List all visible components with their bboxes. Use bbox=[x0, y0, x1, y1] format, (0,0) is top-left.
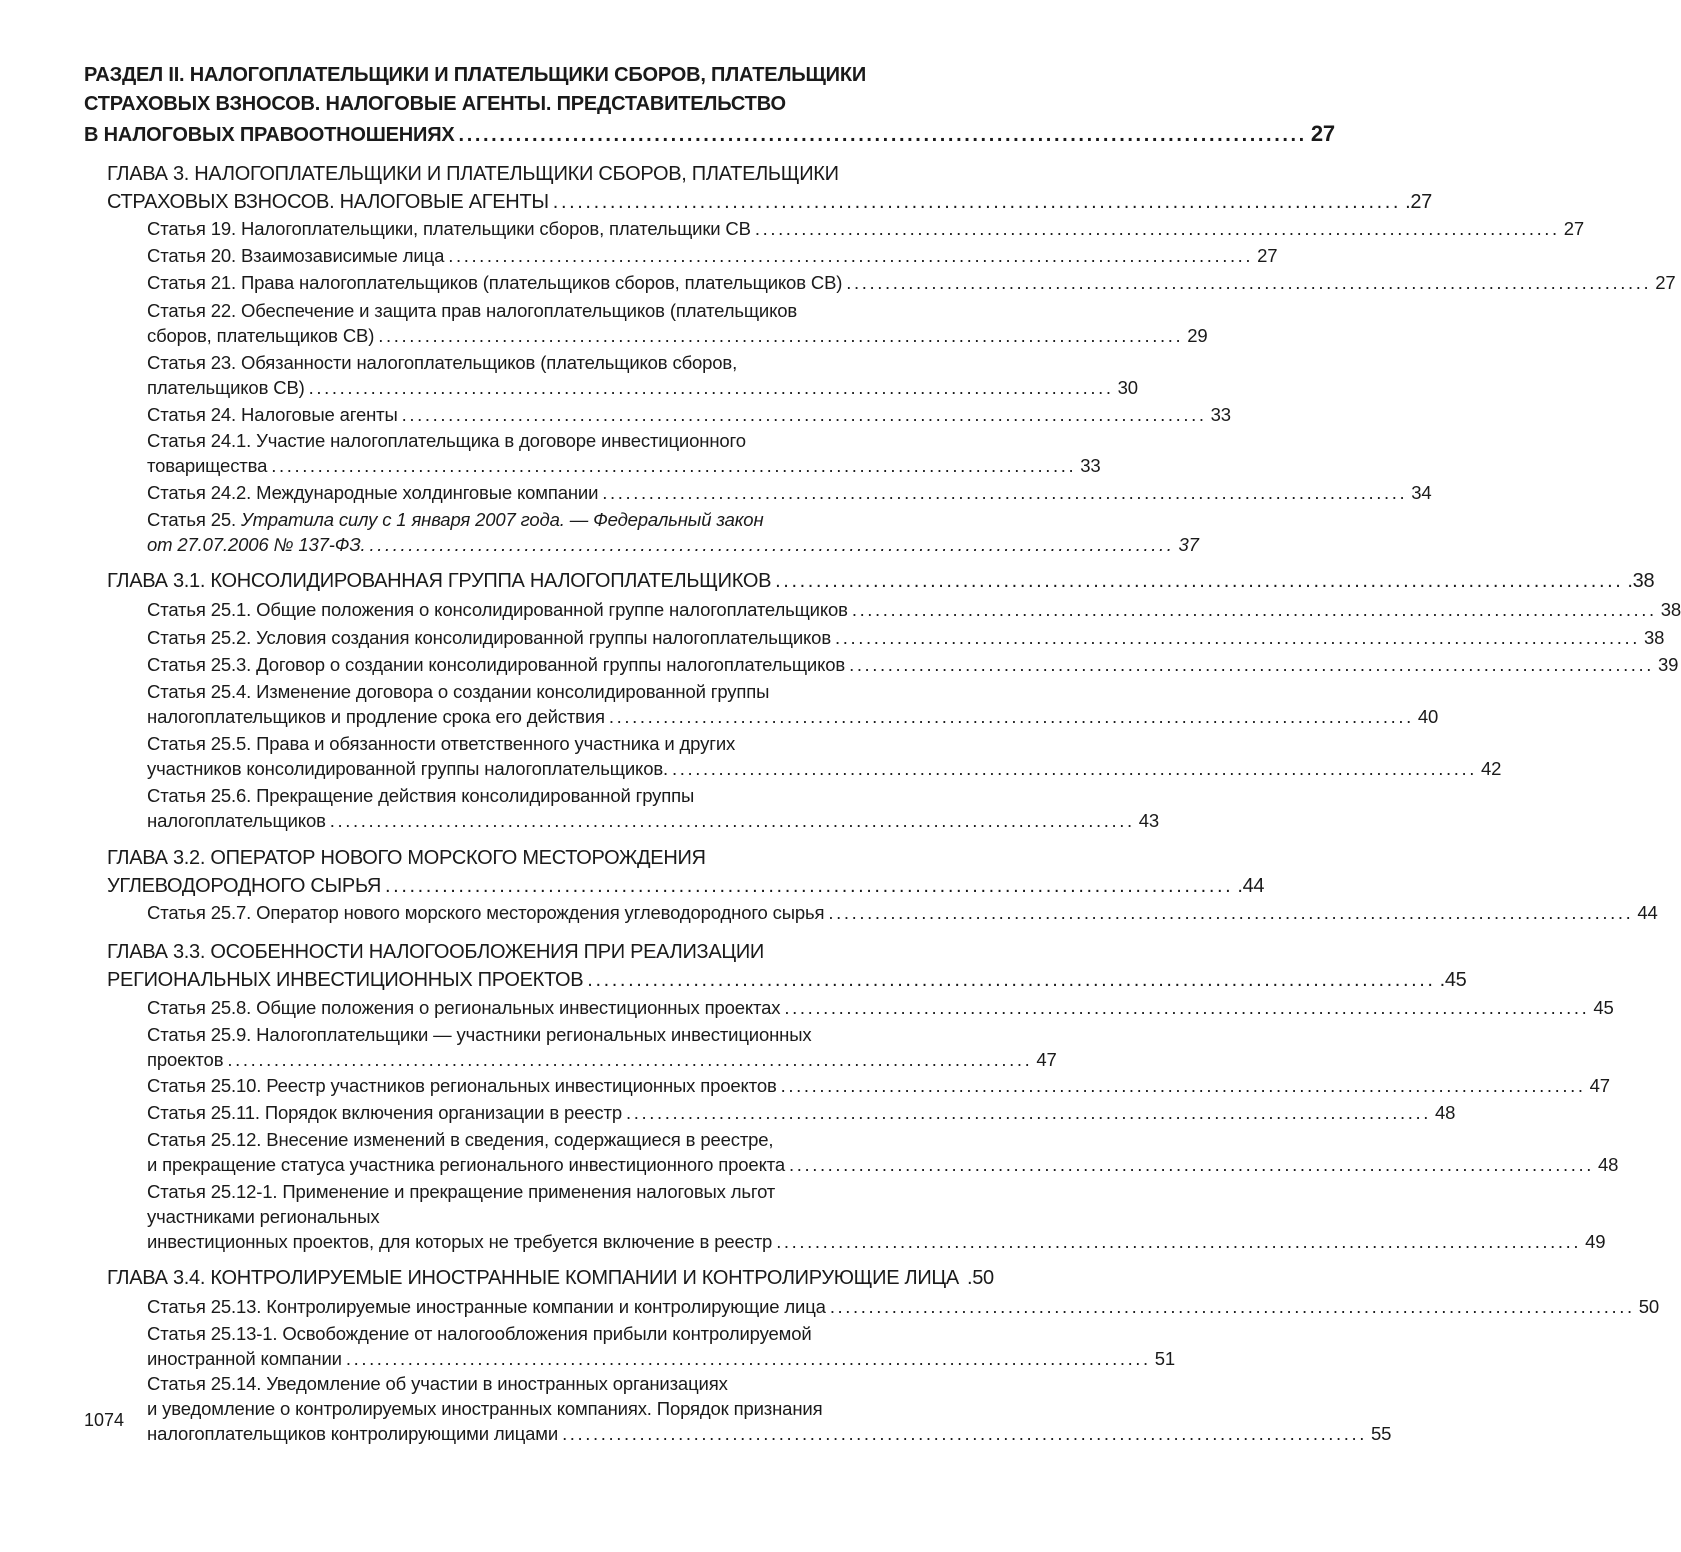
dot-leader: ........................................................................................................ bbox=[271, 455, 1077, 476]
dot-leader: ........................................................................................................ bbox=[385, 875, 1234, 897]
toc-page-number: 27 bbox=[1257, 245, 1278, 266]
dot-leader: ........................................................................................................ bbox=[458, 124, 1307, 146]
toc-page-number: 49 bbox=[1585, 1231, 1606, 1252]
dot-leader: ........................................................................................................ bbox=[828, 902, 1634, 923]
toc-entry-title: Статья 19. Налогоплательщики, плательщики сборов, плательщики СВ bbox=[147, 218, 751, 239]
toc-line: Статья 25.5. Права и обязанности ответственного участника и других bbox=[147, 733, 736, 754]
toc-page-number: 34 bbox=[1411, 482, 1432, 503]
toc-article-25-10 bbox=[147, 1073, 1610, 1098]
toc-entry-title: инвестиционных проектов, для которых не требуется включение в реестр bbox=[147, 1231, 773, 1252]
toc-article-25-6 bbox=[147, 783, 1160, 833]
toc-entry-title: РЕГИОНАЛЬНЫХ ИНВЕСТИЦИОННЫХ ПРОЕКТОВ bbox=[107, 969, 584, 991]
toc-article-19 bbox=[147, 216, 1585, 241]
toc-page-number: 47 bbox=[1036, 1049, 1057, 1070]
toc-page-number: 50 bbox=[1638, 1296, 1660, 1317]
toc-entry-title: УГЛЕВОДОРОДНОГО СЫРЬЯ bbox=[107, 875, 382, 897]
toc-page-number: 39 bbox=[1658, 654, 1679, 675]
toc-line: Статья 25.12. Внесение изменений в сведения, содержащиеся в реестре, bbox=[147, 1129, 774, 1150]
toc-entry-title: Статья 25.8. Общие положения о региональных инвестиционных проектах bbox=[147, 997, 781, 1018]
toc-page-number: 42 bbox=[1480, 758, 1502, 779]
toc-entry-title: Статья 25.1. Общие положения о консолидированной группе налогоплательщиков bbox=[147, 599, 848, 620]
toc-line: Статья 23. Обязанности налогоплательщиков (плательщиков сборов, bbox=[147, 352, 738, 373]
toc-article-25-2 bbox=[147, 625, 1665, 650]
toc-article-20 bbox=[147, 243, 1278, 268]
toc-line: ГЛАВА 3. НАЛОГОПЛАТЕЛЬЩИКИ И ПЛАТЕЛЬЩИКИ СБОРОВ, ПЛАТЕЛЬЩИКИ bbox=[107, 163, 839, 185]
dot-leader: ........................................................................................................ bbox=[562, 1423, 1368, 1444]
dot-leader: ........................................................................................................ bbox=[608, 706, 1414, 727]
toc-entry-title-italic: Утратила силу с 1 января 2007 года. — Федеральный закон bbox=[241, 509, 764, 530]
toc-line: Статья 25.4. Изменение договора о создании консолидированной группы bbox=[147, 681, 770, 702]
toc-article-24-1 bbox=[147, 428, 1101, 478]
toc-entry-title: ГЛАВА 3.1. КОНСОЛИДИРОВАННАЯ ГРУППА НАЛОГОПЛАТЕЛЬЩИКОВ bbox=[107, 570, 772, 592]
toc-entry-title: Статья 25.10. Реестр участников региональных инвестиционных проектов bbox=[147, 1075, 777, 1096]
toc-line: РАЗДЕЛ II. НАЛОГОПЛАТЕЛЬЩИКИ И ПЛАТЕЛЬЩИКИ СБОРОВ, ПЛАТЕЛЬЩИКИ bbox=[84, 64, 866, 86]
toc-page-number: .45 bbox=[1439, 969, 1467, 991]
toc-article-24 bbox=[147, 402, 1231, 427]
toc-line: Статья 25.14. Уведомление об участии в иностранных организациях bbox=[147, 1373, 728, 1394]
toc-chapter-3-2 bbox=[107, 844, 1265, 900]
dot-leader: ........................................................................................................ bbox=[602, 482, 1408, 503]
toc-entry-title: налогоплательщиков bbox=[147, 810, 326, 831]
toc-article-25-3 bbox=[147, 652, 1679, 677]
toc-line: участниками региональных bbox=[147, 1206, 380, 1227]
toc-article-25-13 bbox=[147, 1294, 1660, 1319]
dot-leader: ........................................................................................................ bbox=[369, 534, 1175, 555]
dot-leader: ........................................................................................................ bbox=[227, 1049, 1033, 1070]
toc-page-number: 33 bbox=[1080, 455, 1101, 476]
toc-entry-title: Статья 25.3. Договор о создании консолидированной группы налогоплательщиков bbox=[147, 654, 846, 675]
toc-entry-title: Статья 25.7. Оператор нового морского месторождения углеводородного сырья bbox=[147, 902, 825, 923]
toc-entry-title: СТРАХОВЫХ ВЗНОСОВ. НАЛОГОВЫЕ АГЕНТЫ bbox=[107, 191, 549, 213]
dot-leader: ........................................................................................................ bbox=[345, 1348, 1151, 1369]
toc-entry-title: Статья 25.13. Контролируемые иностранные компании и контролирующие лица bbox=[147, 1296, 826, 1317]
toc-article-21 bbox=[147, 270, 1676, 295]
dot-leader: ........................................................................................................ bbox=[754, 218, 1560, 239]
dot-leader: ........................................................................................................ bbox=[308, 377, 1114, 398]
toc-article-25-5 bbox=[147, 731, 1502, 781]
toc-page-number: .38 bbox=[1627, 570, 1655, 592]
toc-entry-title: сборов, плательщиков СВ) bbox=[147, 325, 375, 346]
page-number: 1074 bbox=[84, 1410, 125, 1430]
toc-entry-title: налогоплательщиков контролирующими лицами bbox=[147, 1423, 559, 1444]
dot-leader: ........................................................................................................ bbox=[851, 599, 1657, 620]
toc-entry-title: ГЛАВА 3.4. КОНТРОЛИРУЕМЫЕ ИНОСТРАННЫЕ КОМПАНИИ И КОНТРОЛИРУЮЩИЕ ЛИЦА bbox=[107, 1267, 959, 1289]
toc-line: ГЛАВА 3.2. ОПЕРАТОР НОВОГО МОРСКОГО МЕСТОРОЖДЕНИЯ bbox=[107, 847, 706, 869]
toc-line: Статья 25.6. Прекращение действия консолидированной группы bbox=[147, 785, 695, 806]
toc-page-number: 27 bbox=[1310, 121, 1335, 146]
dot-leader: ........................................................................................................ bbox=[329, 810, 1135, 831]
toc-article-25-13-1 bbox=[147, 1321, 1176, 1371]
toc-entry-title: Статья 21. Права налогоплательщиков (плательщиков сборов, плательщиков СВ) bbox=[147, 272, 843, 293]
toc-article-25 bbox=[147, 507, 1199, 557]
toc-chapter-3-4 bbox=[107, 1264, 994, 1292]
toc-page-number: 38 bbox=[1643, 627, 1665, 648]
dot-leader: ........................................................................................................ bbox=[448, 245, 1254, 266]
toc-line: СТРАХОВЫХ ВЗНОСОВ. НАЛОГОВЫЕ АГЕНТЫ. ПРЕДСТАВИТЕЛЬСТВО bbox=[84, 93, 786, 115]
toc-entry-title: и прекращение статуса участника регионального инвестиционного проекта bbox=[147, 1154, 785, 1175]
toc-chapter-3 bbox=[107, 160, 1432, 216]
toc-article-24-2 bbox=[147, 480, 1432, 505]
toc-entry-title: Статья 20. Взаимозависимые лица bbox=[147, 245, 445, 266]
toc-entry-title: иностранной компании bbox=[147, 1348, 342, 1369]
toc-page-number: 30 bbox=[1117, 377, 1138, 398]
dot-leader: ........................................................................................................ bbox=[829, 1296, 1635, 1317]
toc-article-23 bbox=[147, 350, 1138, 400]
toc-page-number: .27 bbox=[1405, 191, 1432, 213]
toc-entry-prefix: Статья 25. bbox=[147, 509, 241, 530]
toc-page-number: .50 bbox=[966, 1267, 994, 1289]
dot-leader: ........................................................................................................ bbox=[835, 627, 1640, 648]
toc-chapter-3-3 bbox=[107, 938, 1467, 994]
dot-leader: ........................................................................................................ bbox=[587, 969, 1436, 991]
toc-entry-title: Статья 24. Налоговые агенты bbox=[147, 404, 398, 425]
toc-line: ГЛАВА 3.3. ОСОБЕННОСТИ НАЛОГООБЛОЖЕНИЯ ПРИ РЕАЛИЗАЦИИ bbox=[107, 941, 765, 963]
dot-leader: ........................................................................................................ bbox=[788, 1154, 1594, 1175]
toc-entry-title: Статья 24.2. Международные холдинговые компании bbox=[147, 482, 599, 503]
dot-leader: ........................................................................................................ bbox=[626, 1102, 1431, 1123]
dot-leader: ........................................................................................................ bbox=[672, 758, 1477, 779]
toc-article-25-8 bbox=[147, 995, 1614, 1020]
toc-page-number: 48 bbox=[1434, 1102, 1456, 1123]
dot-leader: ........................................................................................................ bbox=[780, 1075, 1586, 1096]
toc-page-number: 27 bbox=[1563, 218, 1585, 239]
toc-line: Статья 25.12-1. Применение и прекращение применения налоговых льгот bbox=[147, 1181, 776, 1202]
toc-article-25-9 bbox=[147, 1022, 1057, 1072]
dot-leader: ........................................................................................................ bbox=[846, 272, 1652, 293]
toc-page-number: 27 bbox=[1655, 272, 1676, 293]
toc-line: Статья 22. Обеспечение и защита прав налогоплательщиков (плательщиков bbox=[147, 300, 798, 321]
dot-leader: ........................................................................................................ bbox=[776, 1231, 1582, 1252]
dot-leader: ........................................................................................................ bbox=[552, 191, 1402, 213]
toc-page-number: 51 bbox=[1154, 1348, 1176, 1369]
toc-line: Статья 25.9. Налогоплательщики — участники региональных инвестиционных bbox=[147, 1024, 812, 1045]
dot-leader: ........................................................................................................ bbox=[401, 404, 1207, 425]
toc-entry-title: плательщиков СВ) bbox=[147, 377, 305, 398]
toc-article-25-7 bbox=[147, 900, 1658, 925]
dot-leader: ........................................................................................................ bbox=[775, 570, 1624, 592]
toc-article-25-4 bbox=[147, 679, 1439, 729]
toc-chapter-3-1 bbox=[107, 567, 1655, 595]
toc-page-number: 44 bbox=[1637, 902, 1658, 923]
toc-article-25-1 bbox=[147, 597, 1681, 622]
toc-entry-title: Статья 25.11. Порядок включения организации в реестр bbox=[147, 1102, 622, 1123]
toc-article-25-11 bbox=[147, 1100, 1456, 1125]
toc-entry-title: В НАЛОГОВЫХ ПРАВООТНОШЕНИЯХ bbox=[84, 124, 455, 146]
toc-line: Статья 25.13-1. Освобождение от налогообложения прибыли контролируемой bbox=[147, 1323, 812, 1344]
dot-leader: ........................................................................................................ bbox=[849, 654, 1655, 675]
toc-page-number: 37 bbox=[1178, 534, 1199, 555]
toc-article-25-12-1 bbox=[147, 1179, 1606, 1254]
toc-page-number: 33 bbox=[1210, 404, 1231, 425]
dot-leader: ........................................................................................................ bbox=[784, 997, 1590, 1018]
toc-page-number: 48 bbox=[1597, 1154, 1619, 1175]
toc-entry-title: Статья 25.2. Условия создания консолидированной группы налогоплательщиков bbox=[147, 627, 832, 648]
toc-entry-title: от 27.07.2006 № 137-ФЗ. bbox=[147, 534, 366, 555]
toc-article-25-12 bbox=[147, 1127, 1619, 1177]
toc-entry-title: участников консолидированной группы налогоплательщиков. bbox=[147, 758, 669, 779]
toc-page-number: 45 bbox=[1593, 997, 1614, 1018]
toc-page-number: 55 bbox=[1371, 1423, 1392, 1444]
toc-page-number: 47 bbox=[1589, 1075, 1610, 1096]
toc-entry-title: проектов bbox=[147, 1049, 224, 1070]
toc-line bbox=[147, 507, 923, 532]
toc-section-2 bbox=[84, 61, 1335, 150]
toc-page-number: 38 bbox=[1660, 599, 1681, 620]
toc-page-number: 29 bbox=[1187, 325, 1208, 346]
toc-page-number: .44 bbox=[1237, 875, 1265, 897]
toc-entry-title: налогоплательщиков и продление срока его действия bbox=[147, 706, 605, 727]
toc-article-25-14 bbox=[147, 1371, 1392, 1446]
toc-page-number: 40 bbox=[1417, 706, 1439, 727]
toc-page-number: 43 bbox=[1138, 810, 1160, 831]
dot-leader: ........................................................................................................ bbox=[378, 325, 1184, 346]
toc-article-22 bbox=[147, 298, 1208, 348]
toc-entry-title: товарищества bbox=[147, 455, 268, 476]
toc-line: Статья 24.1. Участие налогоплательщика в договоре инвестиционного bbox=[147, 430, 746, 451]
toc-line: и уведомление о контролируемых иностранных компаниях. Порядок признания bbox=[147, 1398, 823, 1419]
